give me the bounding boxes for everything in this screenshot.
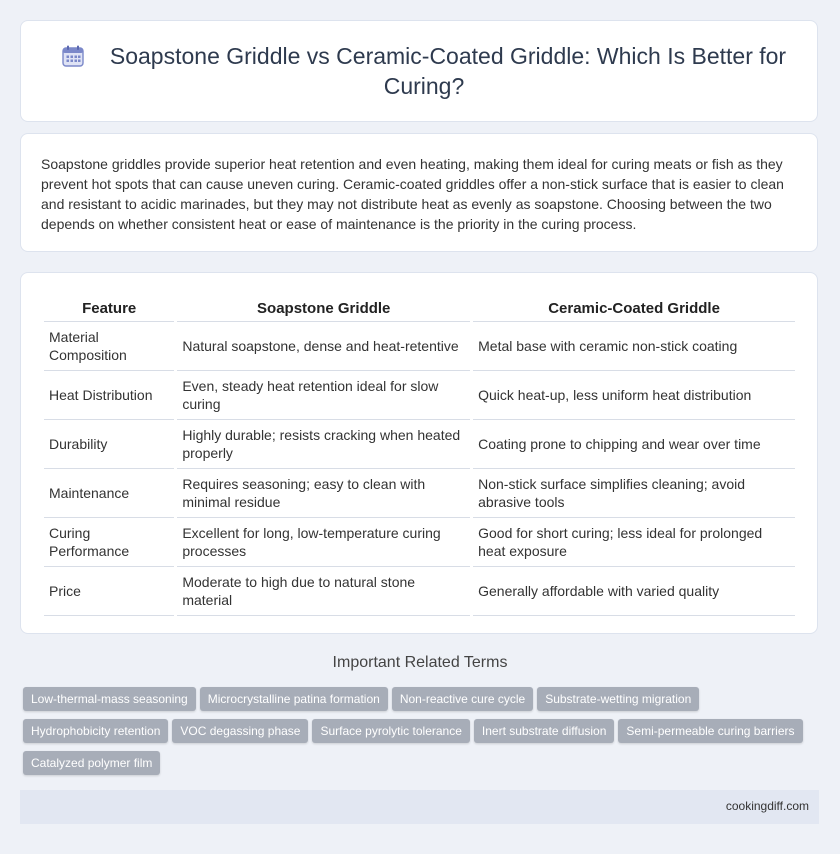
- soapstone-cell: Natural soapstone, dense and heat-retentive: [177, 322, 470, 371]
- ceramic-cell: Quick heat-up, less uniform heat distribution: [473, 371, 795, 420]
- soapstone-cell: Highly durable; resists cracking when heated properly: [177, 420, 470, 469]
- term-tag[interactable]: VOC degassing phase: [172, 719, 308, 743]
- table-row: [44, 371, 795, 420]
- header-soapstone: Soapstone Griddle: [177, 295, 470, 322]
- comparison-table: [41, 295, 798, 616]
- ceramic-cell: Good for short curing; less ideal for prolonged heat exposure: [473, 518, 795, 567]
- term-tag[interactable]: Catalyzed polymer film: [23, 751, 160, 775]
- intro-paragraph: Soapstone griddles provide superior heat retention and even heating, making them ideal for curing meats or fish as they prevent hot spots that can cause uneven curing. Ceramic-coated griddles offer a non-stick surface that is easier to clean and resistant to acidic marinades, but they may not distribute heat as evenly as soapstone. Choosing between the two depends on whether consistent heat or ease of maintenance is the priority in the curing process.: [41, 156, 784, 232]
- comparison-card: [20, 272, 818, 634]
- table-row: [44, 322, 795, 371]
- feature-cell: Durability: [44, 420, 174, 469]
- feature-cell: Maintenance: [44, 469, 174, 518]
- table-row: [44, 469, 795, 518]
- table-row: [44, 518, 795, 567]
- footer-site-link[interactable]: cookingdiff.com: [725, 799, 809, 813]
- related-terms-heading: Important Related Terms: [332, 654, 508, 671]
- footer: [20, 790, 819, 824]
- table-header-row: [44, 295, 795, 322]
- table-row: [44, 567, 795, 616]
- table-row: [44, 420, 795, 469]
- page-title-wrap: [51, 41, 797, 101]
- soapstone-cell: Even, steady heat retention ideal for slow curing: [177, 371, 470, 420]
- term-tag[interactable]: Semi-permeable curing barriers: [618, 719, 802, 743]
- feature-cell: Curing Performance: [44, 518, 174, 567]
- feature-cell: Heat Distribution: [44, 371, 174, 420]
- ceramic-cell: Generally affordable with varied quality: [473, 567, 795, 616]
- calendar-icon: [62, 45, 84, 67]
- term-tag[interactable]: Microcrystalline patina formation: [200, 687, 388, 711]
- term-tag[interactable]: Inert substrate diffusion: [474, 719, 615, 743]
- ceramic-cell: Metal base with ceramic non-stick coating: [473, 322, 795, 371]
- ceramic-cell: Coating prone to chipping and wear over time: [473, 420, 795, 469]
- title-card: [20, 20, 818, 122]
- related-terms-list: [23, 687, 823, 783]
- soapstone-cell: Moderate to high due to natural stone material: [177, 567, 470, 616]
- term-tag[interactable]: Non-reactive cure cycle: [392, 687, 533, 711]
- header-feature: Feature: [44, 295, 174, 322]
- soapstone-cell: Excellent for long, low-temperature curing processes: [177, 518, 470, 567]
- header-ceramic: Ceramic-Coated Griddle: [473, 295, 795, 322]
- feature-cell: Price: [44, 567, 174, 616]
- page-title: Soapstone Griddle vs Ceramic-Coated Griddle: Which Is Better for Curing?: [109, 43, 787, 99]
- ceramic-cell: Non-stick surface simplifies cleaning; avoid abrasive tools: [473, 469, 795, 518]
- term-tag[interactable]: Low-thermal-mass seasoning: [23, 687, 196, 711]
- soapstone-cell: Requires seasoning; easy to clean with minimal residue: [177, 469, 470, 518]
- intro-card: [20, 133, 818, 252]
- term-tag[interactable]: Surface pyrolytic tolerance: [312, 719, 469, 743]
- feature-cell: Material Composition: [44, 322, 174, 371]
- term-tag[interactable]: Substrate-wetting migration: [537, 687, 699, 711]
- term-tag[interactable]: Hydrophobicity retention: [23, 719, 168, 743]
